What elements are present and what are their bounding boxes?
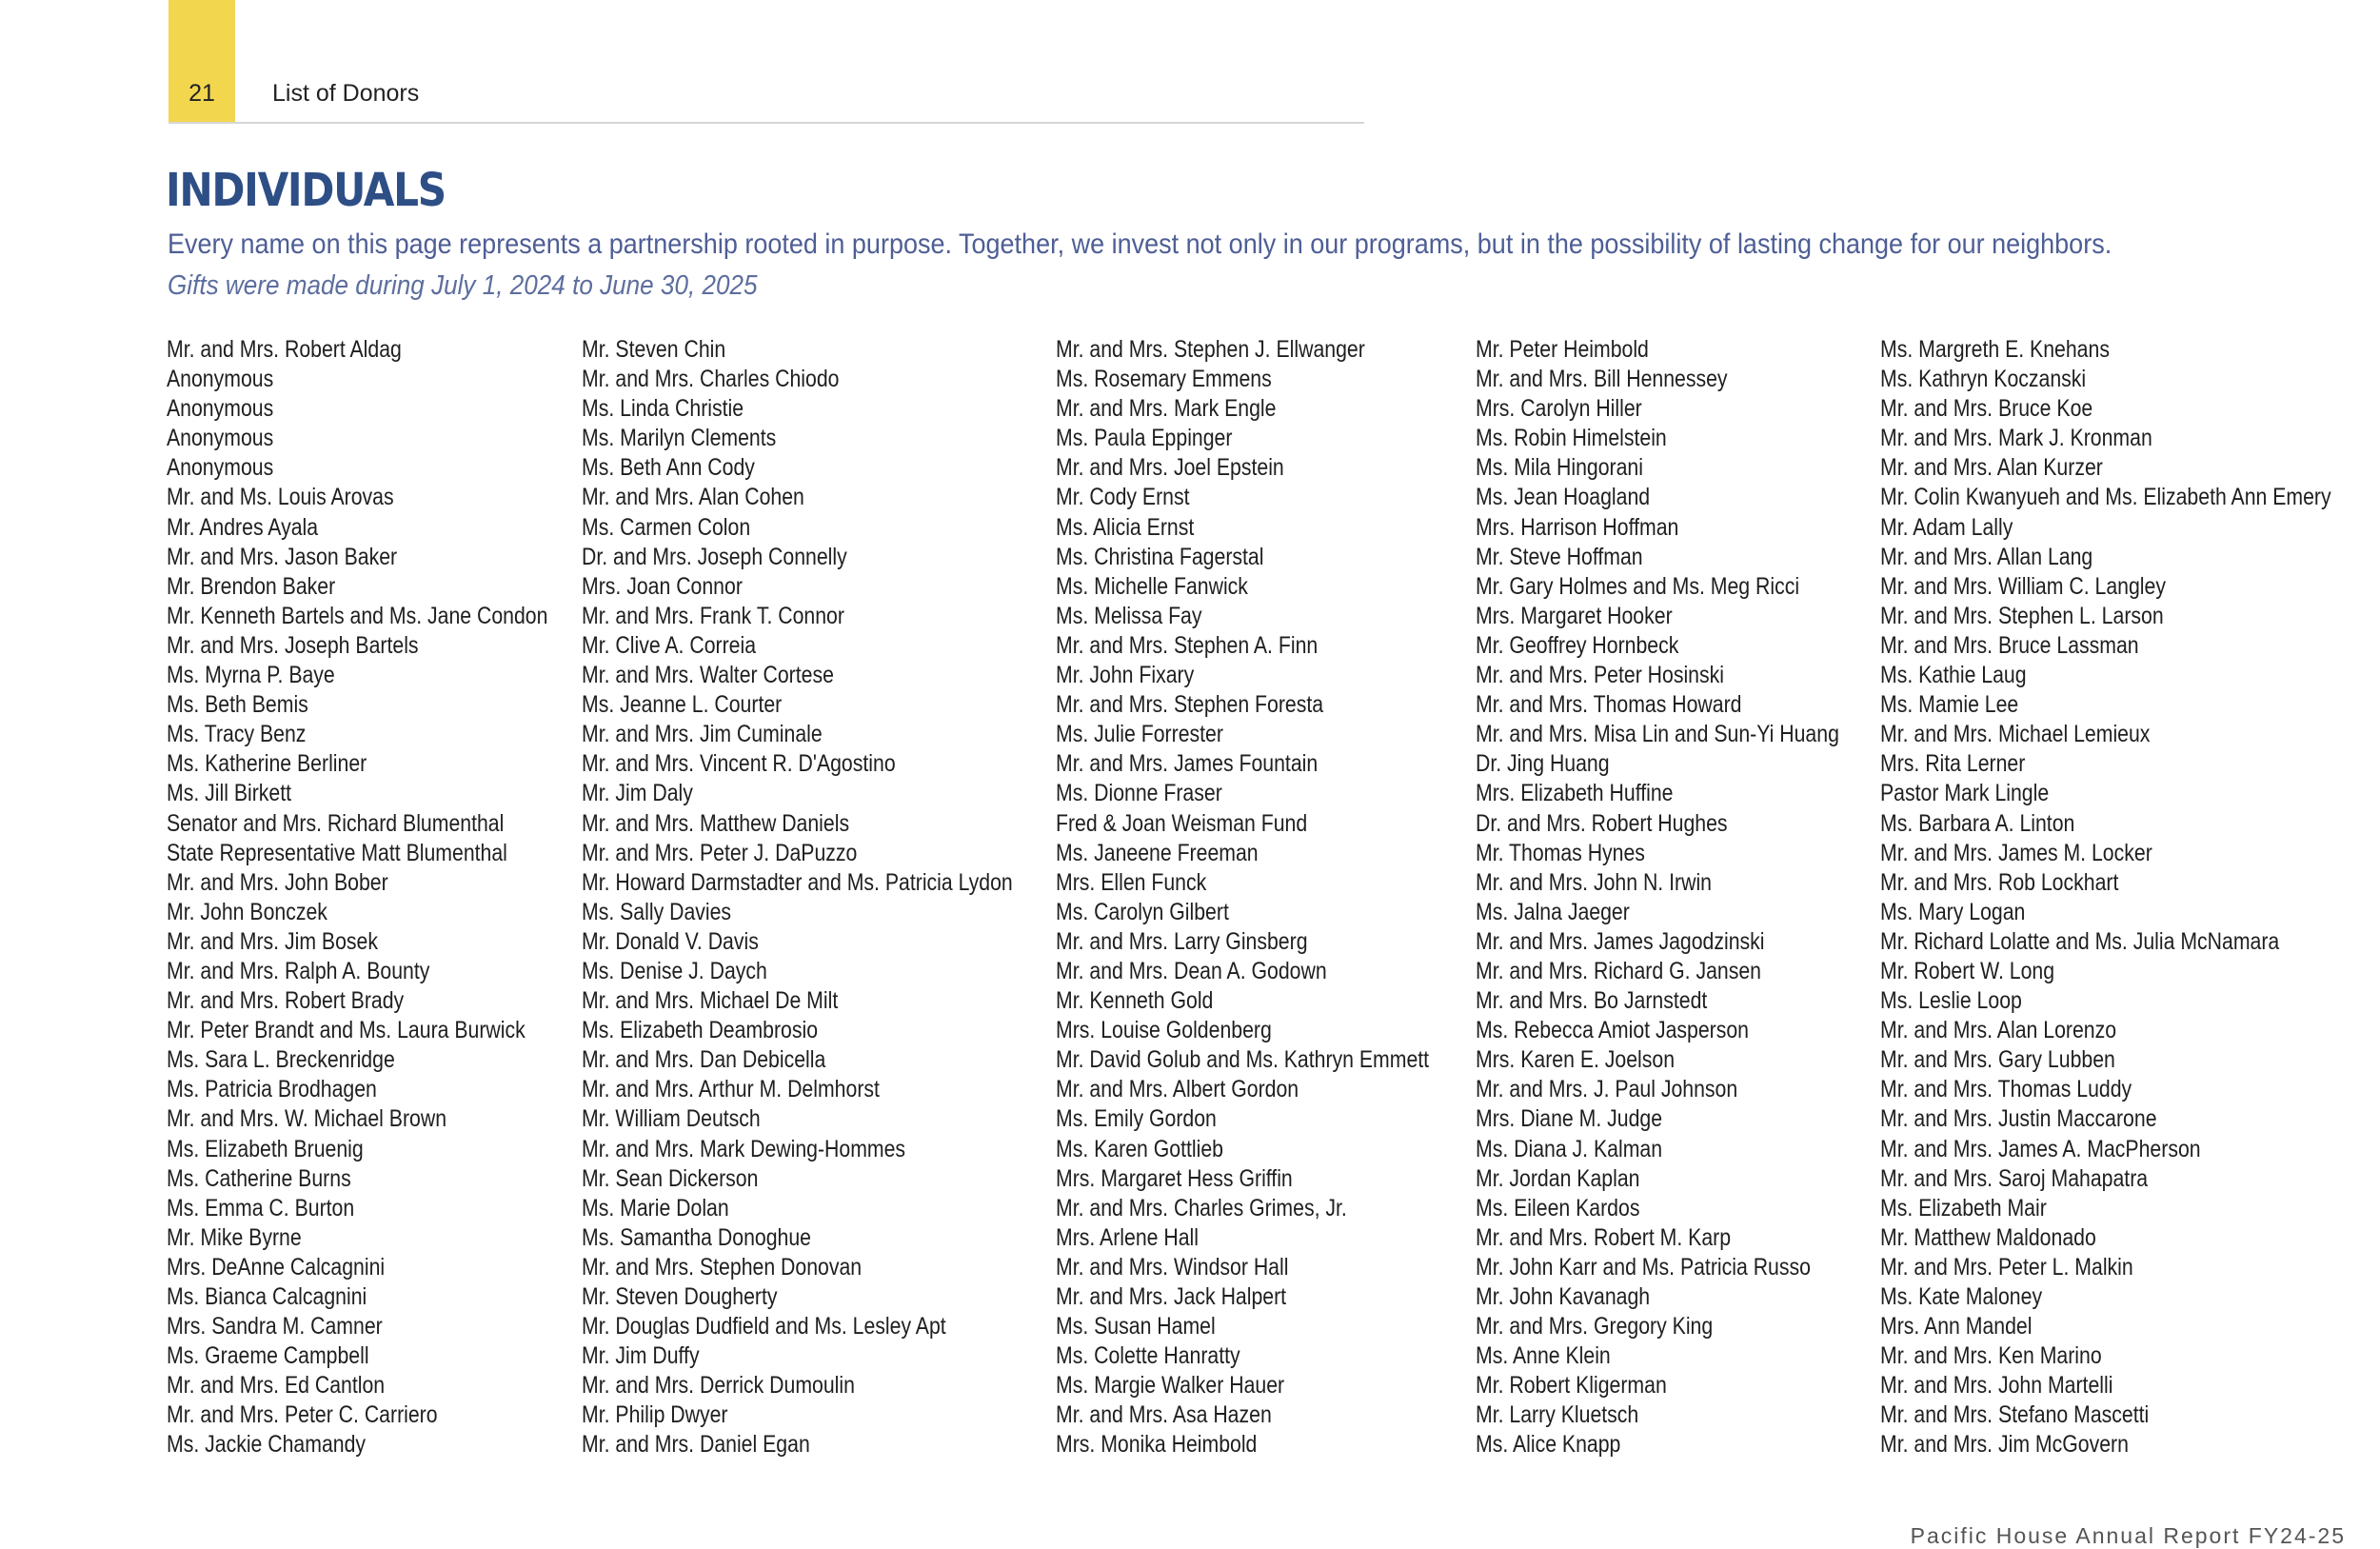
donor-name: Mr. Jim Duffy — [582, 1342, 700, 1370]
donor-name: Mr. and Mrs. Windsor Hall — [1056, 1253, 1289, 1281]
section-title: INDIVIDUALS — [166, 164, 446, 217]
donor-name: Mr. and Mrs. Jim Bosek — [167, 927, 378, 955]
donor-name: Mr. and Mrs. Allan Lang — [1880, 543, 2093, 570]
donor-name: Ms. Denise J. Daych — [582, 957, 767, 984]
donor-name: Mr. and Mrs. John Martelli — [1880, 1372, 2113, 1400]
donor-name: Mr. and Mrs. Stephen Donovan — [582, 1253, 863, 1281]
donor-name: Mr. Philip Dwyer — [582, 1401, 728, 1429]
donor-name: Ms. Elizabeth Mair — [1880, 1194, 2047, 1221]
donor-name: Mr. Thomas Hynes — [1476, 839, 1645, 866]
donor-name: Mr. and Mrs. Ralph A. Bounty — [167, 957, 430, 984]
donor-name: Mr. and Mrs. Alan Kurzer — [1880, 454, 2103, 482]
donor-name: Mr. Larry Kluetsch — [1476, 1401, 1639, 1429]
donor-name: Mr. and Mrs. Bruce Koe — [1880, 395, 2093, 423]
donor-name: Mr. and Mrs. Gregory King — [1476, 1313, 1714, 1340]
donor-name: Mr. Donald V. Davis — [582, 927, 759, 955]
donor-name: Mr. Robert Kligerman — [1476, 1372, 1667, 1400]
header-divider — [169, 122, 1364, 124]
donor-name: Mr. Robert W. Long — [1880, 957, 2055, 984]
donor-name: Ms. Catherine Burns — [167, 1164, 351, 1192]
donor-name: Mr. and Mrs. Dan Debicella — [582, 1046, 826, 1074]
donor-name: Mr. and Mrs. Peter J. DaPuzzo — [582, 839, 858, 866]
donor-name: Mr. and Mrs. Michael Lemieux — [1880, 721, 2151, 748]
donor-name: Ms. Kate Maloney — [1880, 1283, 2043, 1310]
donor-name: Mr. and Mrs. Gary Lubben — [1880, 1046, 2115, 1074]
donor-name: Mr. and Mrs. Ken Marino — [1880, 1342, 2102, 1370]
donor-name: Mr. and Mrs. Peter C. Carriero — [167, 1401, 438, 1429]
donor-name: Mr. and Mrs. Daniel Egan — [582, 1431, 810, 1459]
donor-name: Mrs. Elizabeth Huffine — [1476, 780, 1674, 807]
donor-name: Mr. and Mrs. Thomas Luddy — [1880, 1076, 2132, 1103]
donor-name: Mr. Jordan Kaplan — [1476, 1164, 1640, 1192]
donor-name: Mrs. Carolyn Hiller — [1476, 395, 1642, 423]
donor-name: Ms. Barbara A. Linton — [1880, 809, 2075, 837]
donor-name: Mr. and Mrs. Mark Dewing-Hommes — [582, 1135, 906, 1162]
donor-name: Mr. John Karr and Ms. Patricia Russo — [1476, 1253, 1811, 1281]
donor-name: Mr. Brendon Baker — [167, 572, 336, 600]
donor-name: Ms. Patricia Brodhagen — [167, 1076, 377, 1103]
donor-name: Mr. Steve Hoffman — [1476, 543, 1643, 570]
donor-name: Mr. and Mrs. Mark J. Kronman — [1880, 425, 2152, 452]
donor-name: Mr. and Mrs. Peter Hosinski — [1476, 662, 1724, 689]
donor-name: Ms. Sara L. Breckenridge — [167, 1046, 395, 1074]
donor-name: Mr. and Mrs. W. Michael Brown — [167, 1105, 447, 1133]
donor-name: Ms. Jackie Chamandy — [167, 1431, 367, 1459]
donor-name: Mr. and Mrs. Stephen Foresta — [1056, 691, 1324, 719]
donor-name: Mr. and Mrs. Michael De Milt — [582, 987, 839, 1015]
donor-name: Ms. Paula Eppinger — [1056, 425, 1233, 452]
donor-name: Mr. Andres Ayala — [167, 513, 319, 541]
donor-name: Ms. Rebecca Amiot Jasperson — [1476, 1017, 1750, 1044]
donor-name: Fred & Joan Weisman Fund — [1056, 809, 1308, 837]
donor-name: Mr. Gary Holmes and Ms. Meg Ricci — [1476, 572, 1800, 600]
donor-name: Ms. Elizabeth Deambrosio — [582, 1017, 819, 1044]
donor-name: Ms. Carolyn Gilbert — [1056, 898, 1229, 925]
donor-column-1 — [167, 335, 547, 1460]
donor-name: Mrs. Karen E. Joelson — [1476, 1046, 1676, 1074]
donor-name: Ms. Dionne Fraser — [1056, 780, 1222, 807]
donor-name: Mr. and Mrs. Albert Gordon — [1056, 1076, 1299, 1103]
donor-name: Mrs. Monika Heimbold — [1056, 1431, 1258, 1459]
donor-name: Anonymous — [167, 366, 274, 393]
donor-name: Ms. Kathryn Koczanski — [1880, 366, 2087, 393]
donor-name: Mr. and Mrs. Matthew Daniels — [582, 809, 850, 837]
donor-name: Ms. Susan Hamel — [1056, 1313, 1216, 1340]
donor-name: Mr. and Mrs. Robert Brady — [167, 987, 405, 1015]
donor-name: Mr. Cody Ernst — [1056, 484, 1190, 511]
donor-name: Mr. Kenneth Bartels and Ms. Jane Condon — [167, 602, 548, 629]
donor-name: Mr. and Mrs. Robert M. Karp — [1476, 1223, 1732, 1251]
donor-name: Mr. Steven Chin — [582, 336, 726, 363]
donor-name: Ms. Julie Forrester — [1056, 721, 1223, 748]
donor-name: Mr. Peter Brandt and Ms. Laura Burwick — [167, 1017, 526, 1044]
donor-name: Mr. David Golub and Ms. Kathryn Emmett — [1056, 1046, 1430, 1074]
donor-name: Mr. Adam Lally — [1880, 513, 2013, 541]
donor-name: Mr. and Mrs. Joel Epstein — [1056, 454, 1284, 482]
donor-name: Mr. and Mrs. Stephen A. Finn — [1056, 631, 1319, 659]
donor-name: Mrs. DeAnne Calcagnini — [167, 1253, 386, 1281]
donor-name: Mr. and Ms. Louis Arovas — [167, 484, 394, 511]
donor-name: Ms. Emma C. Burton — [167, 1194, 355, 1221]
donor-column-2 — [582, 335, 1013, 1460]
donor-name: Mr. and Mrs. Mark Engle — [1056, 395, 1277, 423]
donor-name: Anonymous — [167, 454, 274, 482]
donor-name: Mrs. Ann Mandel — [1880, 1313, 2033, 1340]
donor-name: Ms. Samantha Donoghue — [582, 1223, 811, 1251]
donor-name: Ms. Katherine Berliner — [167, 750, 367, 778]
donor-name: Ms. Sally Davies — [582, 898, 732, 925]
donor-name: Mrs. Arlene Hall — [1056, 1223, 1199, 1251]
donor-name: Mr. and Mrs. John Bober — [167, 868, 388, 896]
donor-name: Ms. Jalna Jaeger — [1476, 898, 1630, 925]
donor-name: Mr. and Mrs. Bill Hennessey — [1476, 366, 1728, 393]
donor-name: Mrs. Ellen Funck — [1056, 868, 1207, 896]
donor-name: Mr. and Mrs. John N. Irwin — [1476, 868, 1712, 896]
donor-name: Ms. Margie Walker Hauer — [1056, 1372, 1285, 1400]
donor-name: Mr. Douglas Dudfield and Ms. Lesley Apt — [582, 1313, 946, 1340]
donor-name: Ms. Mila Hingorani — [1476, 454, 1643, 482]
donor-name: Ms. Karen Gottlieb — [1056, 1135, 1223, 1162]
donor-name: Mr. John Kavanagh — [1476, 1283, 1651, 1310]
donor-name: Mr. Steven Dougherty — [582, 1283, 778, 1310]
donor-name: Mr. and Mrs. Jim McGovern — [1880, 1431, 2129, 1459]
donor-name: Dr. and Mrs. Joseph Connelly — [582, 543, 847, 570]
donor-name: Mr. and Mrs. Stephen J. Ellwanger — [1056, 336, 1365, 363]
donor-name: Mr. Geoffrey Hornbeck — [1476, 631, 1679, 659]
donor-name: Mr. and Mrs. Frank T. Connor — [582, 602, 844, 629]
donor-name: Mr. and Mrs. Dean A. Godown — [1056, 957, 1327, 984]
donor-name: Mr. and Mrs. Saroj Mahapatra — [1880, 1164, 2149, 1192]
donor-name: Mr. and Mrs. Peter L. Malkin — [1880, 1253, 2133, 1281]
donor-name: Mrs. Harrison Hoffman — [1476, 513, 1679, 541]
donor-name: Mr. Matthew Maldonado — [1880, 1223, 2096, 1251]
donor-name: Mr. Clive A. Correia — [582, 631, 757, 659]
donor-name: Ms. Carmen Colon — [582, 513, 751, 541]
donor-name: Mr. Colin Kwanyueh and Ms. Elizabeth Ann Emery — [1880, 484, 2331, 511]
donor-name: Mr. and Mrs. Asa Hazen — [1056, 1401, 1272, 1429]
donor-name: Ms. Christina Fagerstal — [1056, 543, 1264, 570]
donor-name: Ms. Melissa Fay — [1056, 602, 1202, 629]
donor-name: Mr. Kenneth Gold — [1056, 987, 1214, 1015]
donor-name: Ms. Tracy Benz — [167, 721, 307, 748]
donor-name: Mr. and Mrs. Charles Chiodo — [582, 366, 840, 393]
donor-name: Mr. and Mrs. Vincent R. D'Agostino — [582, 750, 896, 778]
donor-name: Mr. Sean Dickerson — [582, 1164, 759, 1192]
donor-name: Mr. and Mrs. James M. Locker — [1880, 839, 2152, 866]
donor-name: Mr. and Mrs. Bo Jarnstedt — [1476, 987, 1708, 1015]
donor-name: Mr. and Mrs. Thomas Howard — [1476, 691, 1742, 719]
donor-name: Mr. and Mrs. James A. MacPherson — [1880, 1135, 2201, 1162]
donor-name: Mr. John Bonczek — [167, 898, 327, 925]
donor-name: Mr. John Fixary — [1056, 662, 1195, 689]
donor-name: Pastor Mark Lingle — [1880, 780, 2050, 807]
donor-name: Ms. Eileen Kardos — [1476, 1194, 1640, 1221]
donor-name: Ms. Leslie Loop — [1880, 987, 2022, 1015]
donor-name: Mr. and Mrs. Jack Halpert — [1056, 1283, 1287, 1310]
donor-name: Mrs. Rita Lerner — [1880, 750, 2026, 778]
donor-name: Mr. and Mrs. Robert Aldag — [167, 336, 402, 363]
donor-name: Ms. Rosemary Emmens — [1056, 366, 1272, 393]
donor-name: Mr. Jim Daly — [582, 780, 693, 807]
donor-name: Ms. Janeene Freeman — [1056, 839, 1259, 866]
donor-name: Ms. Beth Bemis — [167, 691, 308, 719]
donor-name: Ms. Beth Ann Cody — [582, 454, 755, 482]
donor-name: Ms. Marie Dolan — [582, 1194, 729, 1221]
donor-name: Mr. and Mrs. Bruce Lassman — [1880, 631, 2139, 659]
donor-name: Mr. Howard Darmstadter and Ms. Patricia Lydon — [582, 868, 1013, 896]
donor-name: Ms. Elizabeth Bruenig — [167, 1135, 364, 1162]
donor-name: Ms. Linda Christie — [582, 395, 744, 423]
donor-column-4 — [1476, 335, 1839, 1460]
donor-name: Mrs. Margaret Hooker — [1476, 602, 1673, 629]
donor-name: Mr. and Mrs. Jason Baker — [167, 543, 398, 570]
donor-name: Mrs. Margaret Hess Griffin — [1056, 1164, 1293, 1192]
donor-name: Ms. Bianca Calcagnini — [167, 1283, 367, 1310]
donor-name: Mr. and Mrs. Derrick Dumoulin — [582, 1372, 855, 1400]
donor-name: Mr. and Mrs. Justin Maccarone — [1880, 1105, 2157, 1133]
donor-name: Mr. Peter Heimbold — [1476, 336, 1649, 363]
header-title: List of Donors — [272, 80, 420, 107]
donor-name: Anonymous — [167, 395, 274, 423]
donor-name: Ms. Margreth E. Knehans — [1880, 336, 2110, 363]
intro-text: Every name on this page represents a partnership rooted in purpose. Together, we invest not only in our programs, but in the possibility of lasting change for our neighbors. — [168, 228, 2112, 260]
donor-name: Mr. and Mrs. Stephen L. Larson — [1880, 602, 2164, 629]
donor-name: Mr. and Mrs. William C. Langley — [1880, 572, 2166, 600]
donor-name: Ms. Colette Hanratty — [1056, 1342, 1240, 1370]
donor-name: Ms. Kathie Laug — [1880, 662, 2027, 689]
donor-name: Ms. Robin Himelstein — [1476, 425, 1667, 452]
donor-name: Ms. Marilyn Clements — [582, 425, 777, 452]
donor-name: Mr. and Mrs. Rob Lockhart — [1880, 868, 2119, 896]
donor-name: Ms. Jean Hoagland — [1476, 484, 1651, 511]
gift-period-note: Gifts were made during July 1, 2024 to June 30, 2025 — [168, 270, 758, 301]
donor-name: Mr. and Mrs. Joseph Bartels — [167, 631, 419, 659]
donor-name: Ms. Michelle Fanwick — [1056, 572, 1248, 600]
donor-name: Mr. and Mrs. Misa Lin and Sun-Yi Huang — [1476, 721, 1839, 748]
donor-name: State Representative Matt Blumenthal — [167, 839, 507, 866]
donor-name: Mr. and Mrs. James Fountain — [1056, 750, 1319, 778]
footer-report-title: Pacific House Annual Report FY24-25 — [1910, 1523, 2346, 1548]
donor-name: Mr. and Mrs. J. Paul Johnson — [1476, 1076, 1738, 1103]
donor-name: Mr. Richard Lolatte and Ms. Julia McNamara — [1880, 927, 2280, 955]
donor-name: Anonymous — [167, 425, 274, 452]
donor-name: Mrs. Louise Goldenberg — [1056, 1017, 1272, 1044]
donor-name: Mrs. Sandra M. Camner — [167, 1313, 383, 1340]
donor-name: Senator and Mrs. Richard Blumenthal — [167, 809, 505, 837]
donor-name: Dr. and Mrs. Robert Hughes — [1476, 809, 1728, 837]
donor-name: Mr. and Mrs. Alan Cohen — [582, 484, 804, 511]
donor-column-5 — [1880, 335, 2331, 1460]
donor-name: Ms. Jill Birkett — [167, 780, 292, 807]
donor-name: Mr. and Mrs. James Jagodzinski — [1476, 927, 1765, 955]
donor-name: Mr. and Mrs. Stefano Mascetti — [1880, 1401, 2150, 1429]
donor-name: Mrs. Diane M. Judge — [1476, 1105, 1663, 1133]
donor-name: Ms. Diana J. Kalman — [1476, 1135, 1663, 1162]
donor-name: Mr. and Mrs. Jim Cuminale — [582, 721, 823, 748]
donor-name: Ms. Emily Gordon — [1056, 1105, 1217, 1133]
donor-name: Ms. Alice Knapp — [1476, 1431, 1621, 1459]
donor-name: Mr. William Deutsch — [582, 1105, 761, 1133]
donor-name: Mr. and Mrs. Larry Ginsberg — [1056, 927, 1308, 955]
donor-name: Mr. and Mrs. Richard G. Jansen — [1476, 957, 1761, 984]
donor-name: Ms. Jeanne L. Courter — [582, 691, 783, 719]
donor-name: Mr. and Mrs. Arthur M. Delmhorst — [582, 1076, 880, 1103]
page-number: 21 — [188, 80, 215, 107]
donor-name: Ms. Anne Klein — [1476, 1342, 1611, 1370]
donor-name: Ms. Graeme Campbell — [167, 1342, 369, 1370]
donor-column-3 — [1056, 335, 1429, 1460]
donor-name: Mr. and Mrs. Ed Cantlon — [167, 1372, 386, 1400]
donor-name: Ms. Mamie Lee — [1880, 691, 2019, 719]
donor-name: Ms. Mary Logan — [1880, 898, 2026, 925]
donor-name: Mr. Mike Byrne — [167, 1223, 302, 1251]
donor-name: Ms. Alicia Ernst — [1056, 513, 1195, 541]
donor-name: Mr. and Mrs. Alan Lorenzo — [1880, 1017, 2117, 1044]
donor-name: Ms. Myrna P. Baye — [167, 662, 335, 689]
donor-name: Mrs. Joan Connor — [582, 572, 743, 600]
donor-name: Mr. and Mrs. Walter Cortese — [582, 662, 834, 689]
donor-name: Mr. and Mrs. Charles Grimes, Jr. — [1056, 1194, 1347, 1221]
donor-name: Dr. Jing Huang — [1476, 750, 1610, 778]
